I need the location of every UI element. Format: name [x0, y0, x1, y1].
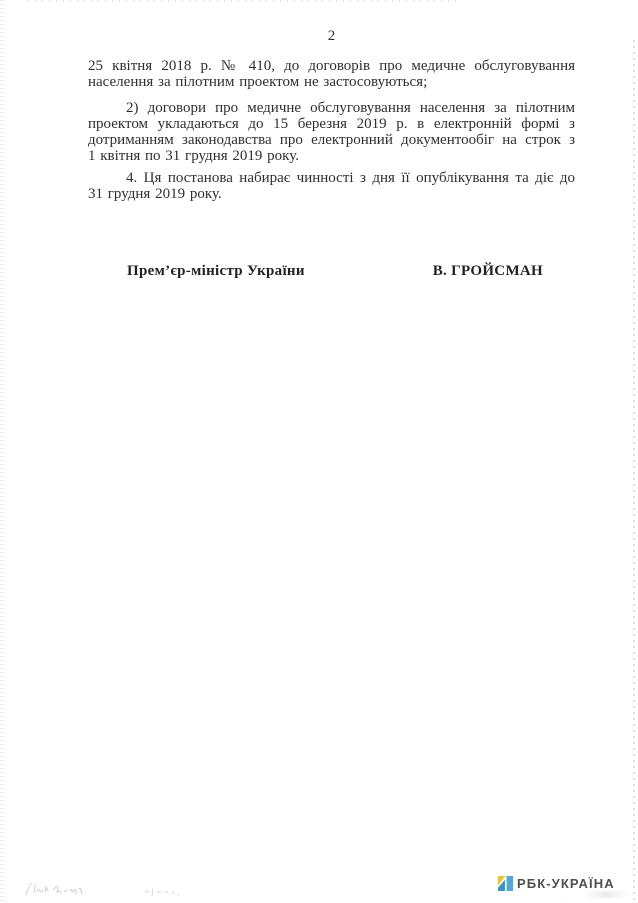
text-line: населення за пілотним проектом не застосовуються; [88, 74, 428, 91]
text-line: 4. Ця постанова набирає чинності з дня її опублікування та діє до [126, 169, 575, 186]
text-line: 25 квітня 2018 р. № 410, до договорів про медичне обслуговування [88, 58, 575, 74]
handwritten-mark [24, 881, 96, 902]
document-body [88, 58, 575, 202]
watermark-residue-dots [506, 894, 602, 903]
text-line: 31 грудня 2019 року. [88, 186, 222, 203]
pm-title: Прем’єр-міністр України [127, 263, 305, 279]
signature-row [127, 263, 543, 280]
scan-noise-right-edge [633, 40, 635, 900]
text-line: дотриманням законодавства про електронний документообіг на строк з [88, 132, 575, 149]
paragraph-3 [88, 170, 575, 203]
rbc-logo-icon [498, 876, 513, 891]
pm-signature-name: В. ГРОЙСМАН [432, 263, 543, 279]
scan-noise-top-edge [28, 0, 458, 2]
paragraph-1 [88, 58, 575, 91]
paragraph-2 [88, 100, 575, 165]
scan-noise-left-edge [0, 0, 5, 903]
rbc-ukraine-watermark [498, 876, 615, 891]
text-line: 1 квітня по 31 грудня 2019 року. [88, 148, 299, 165]
text-line: проектом укладаються до 15 березня 2019 р. в електронній формі з [88, 115, 575, 132]
watermark-label: РБК-УКРАЇНА [517, 876, 615, 891]
page-number: 2 [327, 28, 336, 44]
text-line: 2) договори про медичне обслуговування населення за пілотним [126, 99, 575, 116]
pencil-marks [143, 885, 199, 903]
